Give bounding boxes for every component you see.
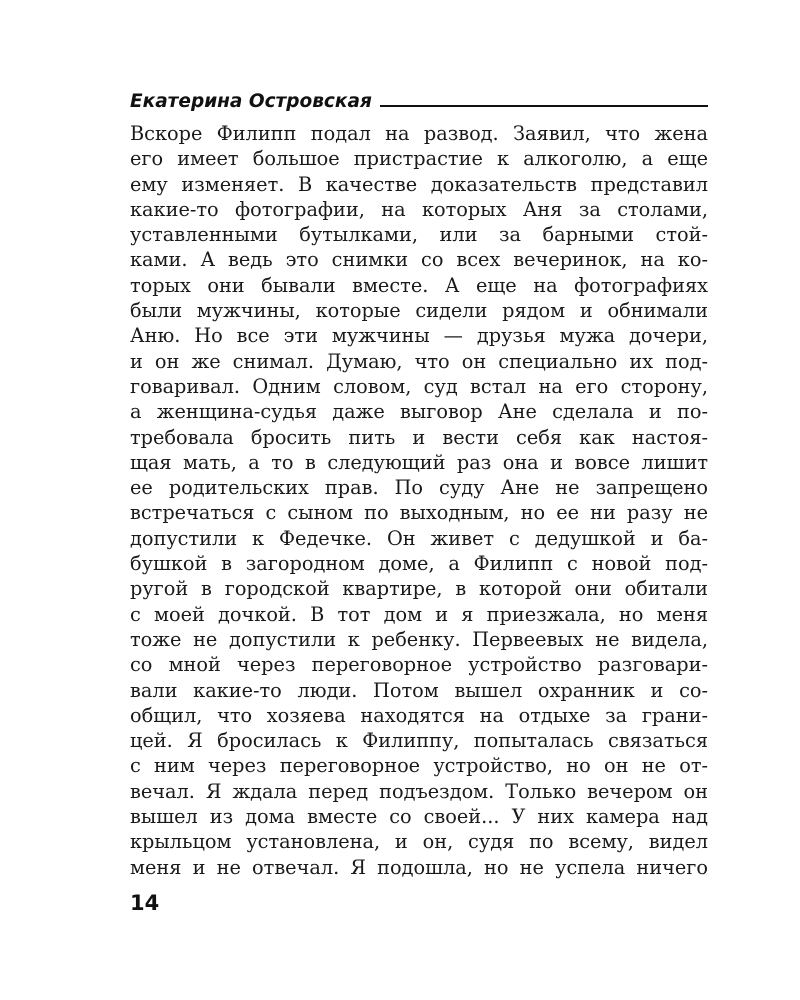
text-line: общил, что хозяева находятся на отдыхе за грани- (130, 703, 708, 727)
text-line: встречаться с сыном по выходным, но ее ни разу не (130, 501, 708, 525)
text-line: допустили к Федечке. Он живет с дедушкой и ба- (130, 526, 708, 550)
text-line: требовала бросить пить и вести себя как настоя- (130, 425, 708, 449)
text-line: какие-то фотографии, на которых Аня за столами, (130, 197, 708, 221)
text-line: вышел из дома вместе со своей... У них камера над (130, 805, 708, 829)
text-line: крыльцом установлена, и он, судя по всему, видел (130, 830, 708, 854)
text-line: ругой в городской квартире, в которой они обитали (130, 577, 708, 601)
text-line: уставленными бутылками, или за барными стой- (130, 223, 708, 247)
author-name: Екатерина Островская (130, 90, 372, 112)
header-rule (380, 105, 708, 107)
text-line: его имеет большое пристрастие к алкоголю, а еще (130, 147, 708, 171)
text-line: ками. А ведь это снимки со всех вечеринок, на ко- (130, 248, 708, 272)
running-header (130, 86, 708, 112)
text-line: Вскоре Филипп подал на развод. Заявил, что жена (130, 122, 708, 145)
text-line: вечал. Я ждала перед подъездом. Только вечером он (130, 779, 708, 803)
body-text (130, 121, 708, 880)
text-line: со мной через переговорное устройство разговари- (130, 653, 708, 677)
text-line: тоже не допустили к ребенку. Первеевых не видела, (130, 627, 708, 651)
text-line: с ним через переговорное устройство, но он не от- (130, 754, 708, 778)
text-line: ему изменяет. В качестве доказательств представил (130, 172, 708, 196)
text-line: были мужчины, которые сидели рядом и обнимали (130, 299, 708, 323)
text-line: щая мать, а то в следующий раз она и вовсе лишит (130, 450, 708, 474)
text-line: меня и не отвечал. Я подошла, но не успела ничего (130, 855, 708, 879)
text-line: вали какие-то люди. Потом вышел охранник и со- (130, 678, 708, 702)
text-line: цей. Я бросилась к Филиппу, попыталась связаться (130, 729, 708, 753)
text-line: а женщина-судья даже выговор Ане сделала и по- (130, 400, 708, 424)
text-line: торых они бывали вместе. А еще на фотографиях (130, 273, 708, 297)
text-line: и он же снимал. Думаю, что он специально их под- (130, 349, 708, 373)
text-line: ее родительских прав. По суду Ане не запрещено (130, 476, 708, 500)
text-line: с моей дочкой. В тот дом и я приезжала, но меня (130, 602, 708, 626)
text-line: бушкой в загородном доме, а Филипп с новой под- (130, 552, 708, 576)
text-line: говаривал. Одним словом, суд встал на его сторону, (130, 374, 708, 398)
page-number: 14 (130, 891, 160, 915)
text-line: Аню. Но все эти мужчины — друзья мужа дочери, (130, 324, 708, 348)
